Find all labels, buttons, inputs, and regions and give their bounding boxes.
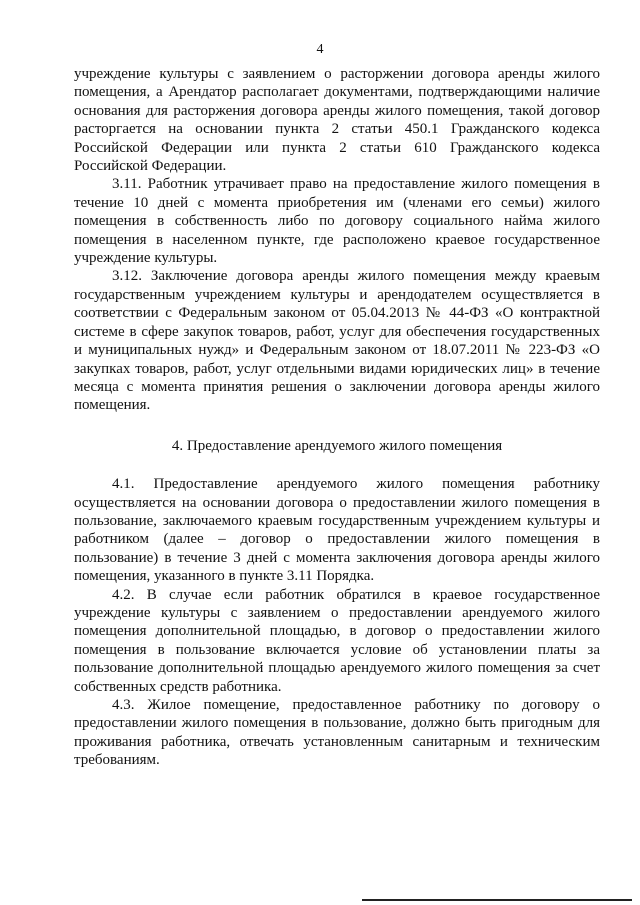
paragraph-4-2: 4.2. В случае если работник обратился в краевое государственное учреждение культуры с заявлением о предоставлении арендуемого жилого помещения дополнительной площадью, в договор о предоставлении жилого помещения в пользование включается условие об установлении платы за пользование дополнительной площадью арендуемого жилого помещения за счет собственных средств работника. [74, 586, 600, 695]
paragraph-4-1: 4.1. Предоставление арендуемого жилого помещения работнику осуществляется на основании договора о предоставлении жилого помещения в пользование, заключаемого краевым государственным учреждением культуры и работником (далее – договор о предоставлении жилого помещения в пользование) в течение 3 дней с момента заключения договора аренды жилого помещения, указанного в пункте 3.11 Порядка. [74, 476, 600, 585]
section-title: 4. Предоставление арендуемого жилого помещения [171, 437, 503, 454]
page-number: 4 [316, 42, 324, 57]
document-body [74, 65, 600, 770]
bottom-rule [362, 899, 632, 901]
paragraph-3-12: 3.12. Заключение договора аренды жилого помещения между краевым государственным учреждением культуры и арендодателем осуществляется в соответствии с Федеральным законом от 05.04.2013 № 44-ФЗ «О контрактной системе в сфере закупок товаров, работ, услуг для обеспечения государственных и муниципальных нужд» и Федеральным законом от 18.07.2011 № 223-ФЗ «О закупках товаров, работ, услуг отдельными видами юридических лиц» в течение месяца с момента принятия решения о заключении договора аренды жилого помещения. [74, 268, 600, 414]
paragraph-3-11: 3.11. Работник утрачивает право на предоставление жилого помещения в течение 10 дней с момента приобретения им (членами его семьи) жилого помещения в собственность либо по договору социального найма жилого помещения в населенном пункте, где расположено краевое государственное учреждение культуры. [74, 176, 600, 267]
paragraph-continuation: учреждение культуры с заявлением о расторжении договора аренды жилого помещения, а Арендатор располагает документами, подтверждающими наличие основания для расторжения договора аренды жилого помещения, такой договор расторгается на основании пункта 2 статьи 450.1 Гражданского кодекса Российской Федерации или пункта 2 статьи 610 Гражданского кодекса Российской Федерации. [74, 66, 600, 175]
paragraph-4-3: 4.3. Жилое помещение, предоставленное работнику по договору о предоставлении жилого помещения в пользование, должно быть пригодным для проживания работника, отвечать установленным санитарным и техническим требованиям. [74, 697, 600, 769]
